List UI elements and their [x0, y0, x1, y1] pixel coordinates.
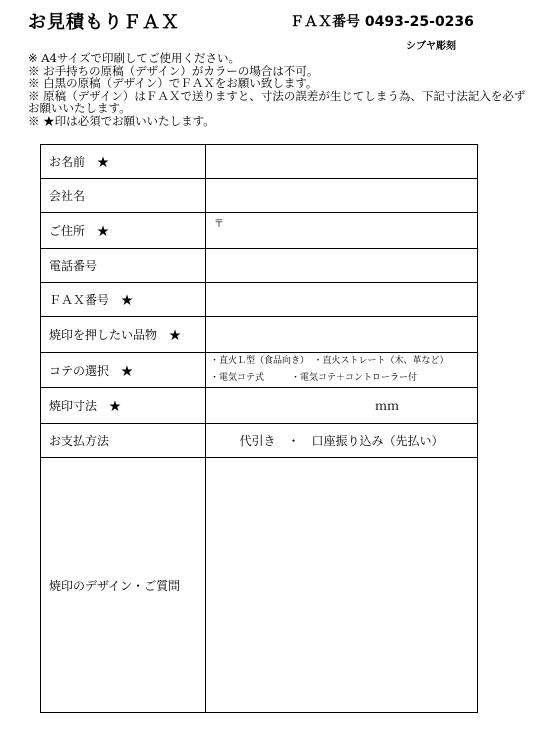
table-row [41, 353, 478, 388]
table-row [41, 179, 478, 213]
iron-option-line: ・直火Ｌ型（食品向き） ・直火ストレート（木、革など） [210, 356, 449, 366]
company-field[interactable] [206, 179, 478, 213]
phone-label: 電話番号 [41, 249, 206, 283]
payment-field[interactable] [206, 424, 478, 458]
table-row [41, 283, 478, 317]
instructions [28, 52, 528, 127]
payment-label: お支払方法 [41, 424, 206, 458]
fax-number: ＦＡＸ番号 0493-25-0236 [290, 14, 474, 30]
table-row [41, 458, 478, 713]
table-row [41, 145, 478, 179]
page-title: お見積もりＦＡＸ [28, 12, 180, 33]
design-field[interactable] [206, 458, 478, 713]
company-label: 会社名 [41, 179, 206, 213]
note-dimensions: ※ 原稿（デザイン）はＦＡＸで送りますと、寸法の誤差が生じてしまう為、下記寸法記入を必ずお願いいたします。 [28, 88, 526, 115]
size-unit: ｍｍ [374, 399, 399, 413]
table-row [41, 317, 478, 353]
company-name: シブヤ彫刻 [406, 41, 456, 52]
design-label: 焼印のデザイン・ご質問 [41, 458, 206, 713]
quote-form-table [40, 144, 478, 713]
name-label: お名前 ★ [41, 145, 206, 179]
fax-label: ＦＡＸ番号 ★ [41, 283, 206, 317]
iron-type-options[interactable] [206, 353, 478, 388]
payment-options: 代引き ・ 口座振り込み（先払い） [239, 434, 444, 448]
note-bw: ※ 白黒の原稿（デザイン）でＦＡＸをお願い致します。 [28, 76, 318, 90]
phone-field[interactable] [206, 249, 478, 283]
name-field[interactable] [206, 145, 478, 179]
note-color: ※ お手持ちの原稿（デザイン）がカラーの場合は不可。 [28, 63, 319, 78]
note-required: ※ ★印は必須でお願いいたします。 [28, 113, 215, 128]
table-row [41, 388, 478, 424]
postal-mark: 〒 [214, 219, 224, 230]
size-label: 焼印寸法 ★ [41, 388, 206, 424]
iron-option-line: ・電気コテ式 ・電気コテ＋コントローラー付 [210, 373, 418, 383]
product-field[interactable] [206, 317, 478, 353]
table-row [41, 213, 478, 249]
address-field[interactable] [206, 213, 478, 249]
table-row [41, 249, 478, 283]
iron-type-label: コテの選択 ★ [41, 353, 206, 388]
table-row [41, 424, 478, 458]
product-label: 焼印を押したい品物 ★ [41, 317, 206, 353]
size-field[interactable] [206, 388, 478, 424]
address-label: ご住所 ★ [41, 213, 206, 249]
fax-field[interactable] [206, 283, 478, 317]
note-a4: ※ A4サイズで印刷してご使用ください。 [28, 51, 240, 65]
